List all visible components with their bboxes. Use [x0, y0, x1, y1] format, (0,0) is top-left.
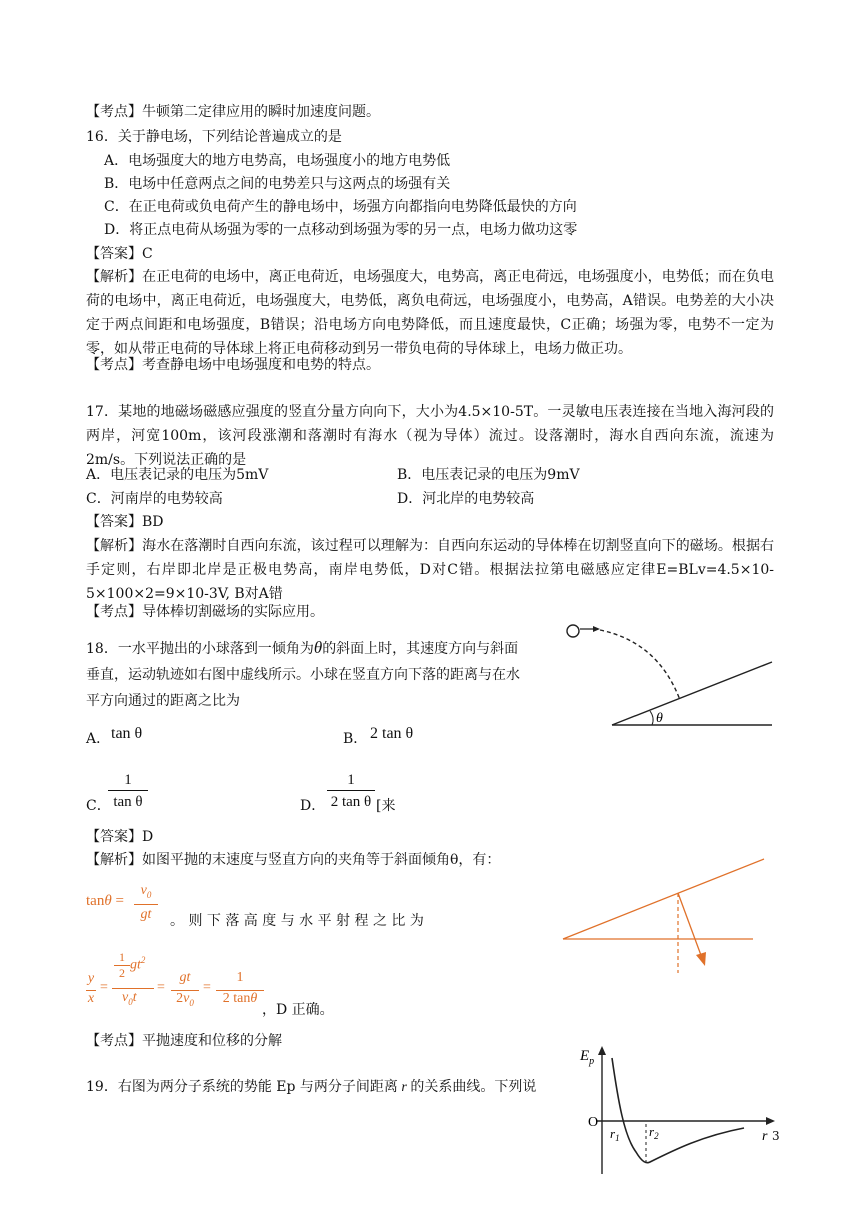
q18-option-d-fraction: $\frac{1}{\text{2 tan θ}}$ — [327, 770, 375, 813]
q16-kaodian: 【考点】考查静电场中电场强度和电势的特点。 — [86, 357, 380, 373]
q18-stem-line2: 垂直，运动轨迹如右图中虚线所示。小球在竖直方向下落的距离与在水 — [86, 667, 520, 683]
kaodian-15: 【考点】牛顿第二定律应用的瞬时加速度问题。 — [86, 104, 380, 120]
velocity-vector — [678, 893, 702, 958]
q17-answer: 【答案】BD — [86, 514, 164, 530]
q18-option-a-label: A． — [86, 731, 111, 747]
velocity-decomposition-figure — [560, 856, 775, 976]
angle-arc — [650, 711, 653, 725]
q18-mid-text: 。 则 下 落 高 度 与 水 平 射 程 之 比 为 — [170, 913, 424, 929]
incline-line-orange — [563, 859, 764, 939]
r1-label: $r_1$ — [610, 1126, 620, 1143]
q18-answer: 【答案】D — [86, 829, 154, 845]
arrow-head-icon — [696, 952, 706, 966]
q17-analysis: 【解析】海水在落潮时自西向东流，该过程可以理解为：自西向东运动的导体棒在切割竖直向下的磁场。根据右手定则，右岸即北岸是正极电势高，南岸电势低，D对C错。根据法拉第电磁感应定律E=BLv=4.5×10-5×100×2=9×10-3V, B对A错 — [86, 538, 774, 602]
r2-label: $r_2$ — [649, 1124, 659, 1141]
q18-option-d-tail: [来 — [376, 798, 396, 814]
q16-option-a: A．电场强度大的地方电势高，电场强度小的地方电势低 — [104, 153, 451, 169]
q18-option-a-value: tan θ — [111, 725, 143, 742]
q16-option-c: C．在正电荷或负电荷产生的静电场中，场强方向都指向电势降低最快的方向 — [104, 199, 577, 215]
q18-kaodian: 【考点】平抛速度和位移的分解 — [86, 1033, 282, 1049]
q18-option-b-label: B． — [343, 731, 368, 747]
q17-kaodian: 【考点】导体棒切割磁场的实际应用。 — [86, 604, 324, 620]
page-number: 3 — [772, 1129, 780, 1143]
q16-answer: 【答案】C — [86, 246, 153, 262]
formula-v0-over-gt: $\frac{v_0}{gt}$ — [134, 882, 158, 925]
theta-label: θ — [656, 711, 663, 726]
ball-icon — [567, 625, 579, 637]
q17-option-b: B．电压表记录的电压为9mV — [397, 467, 580, 483]
q16-option-b: B．电场中任意两点之间的电势差只与这两点的场强有关 — [104, 176, 451, 192]
q18-stem-line3: 平方向通过的距离之比为 — [86, 693, 240, 709]
incline-line — [612, 662, 772, 725]
q17-option-a: A．电压表记录的电压为5mV — [86, 467, 269, 483]
q18-stem-line1: 18．一水平抛出的小球落到一倾角为θ的斜面上时，其速度方向与斜面 — [86, 638, 519, 657]
q16-option-d: D．将正点电荷从场强为零的一点移动到场强为零的另一点，电场力做功这零 — [104, 222, 578, 238]
origin-label: O — [588, 1115, 599, 1130]
q18-option-d-label: D． — [300, 798, 326, 814]
formula-tan-theta: tanθ = — [86, 893, 124, 909]
formula-ratio: y x = 1 2 $gt^2$ $v_0t$ = gt $2v_0$ = 1 2 tanθ — [86, 950, 286, 1020]
q18-tail: ，D 正确。 — [262, 1002, 334, 1018]
projectile-incline-figure — [560, 614, 780, 734]
potential-energy-figure — [574, 1040, 784, 1176]
q18-option-c-label: C． — [86, 798, 111, 814]
ep-label: $E_p$ — [580, 1048, 595, 1067]
theta-symbol: θ — [313, 638, 323, 657]
trajectory-dashed — [600, 630, 680, 700]
q18-analysis: 【解析】如图平抛的末速度与竖直方向的夹角等于斜面倾角θ，有： — [86, 852, 501, 868]
ep-curve — [612, 1058, 744, 1163]
q19-stem: 19．右图为两分子系统的势能 Ep 与两分子间距离 r 的关系曲线。下列说 — [86, 1079, 537, 1095]
q17-stem: 17．某地的地磁场磁感应强度的竖直分量方向向下，大小为4.5×10-5T。一灵敏电压表连接在当地入海河段的两岸，河宽100m，该河段涨潮和落潮时有海水（视为导体）流过。设落潮时，海水自西向东流，流速为2m/s。下列说法正确的是 — [86, 404, 774, 468]
q16-stem: 16．关于静电场，下列结论普遍成立的是 — [86, 129, 342, 145]
q18-option-c-fraction: $\frac{1}{\text{tan θ}}$ — [108, 770, 148, 813]
q16-analysis: 【解析】在正电荷的电场中，离正电荷近，电场强度大，电势高，离正电荷远，电场强度小，电势低；而在负电荷的电场中，离正电荷近，电场强度大，电势低，离负电荷远，电场强度小，电势高，A错误。电势差的大小决定于两点间距和电场强度，B错误；沿电场方向电势降低，而且速度最快，C正确；场强为零，电势不一定为零，如从带正电荷的导体球上将正电荷移动到另一带负电荷的导体球上，电场力做正功。 — [86, 269, 774, 357]
r-axis-label: r — [762, 1129, 768, 1144]
q17-option-d: D．河北岸的电势较高 — [397, 491, 535, 507]
q18-option-b-value: 2 tan θ — [370, 725, 414, 742]
q17-option-c: C．河南岸的电势较高 — [86, 491, 223, 507]
